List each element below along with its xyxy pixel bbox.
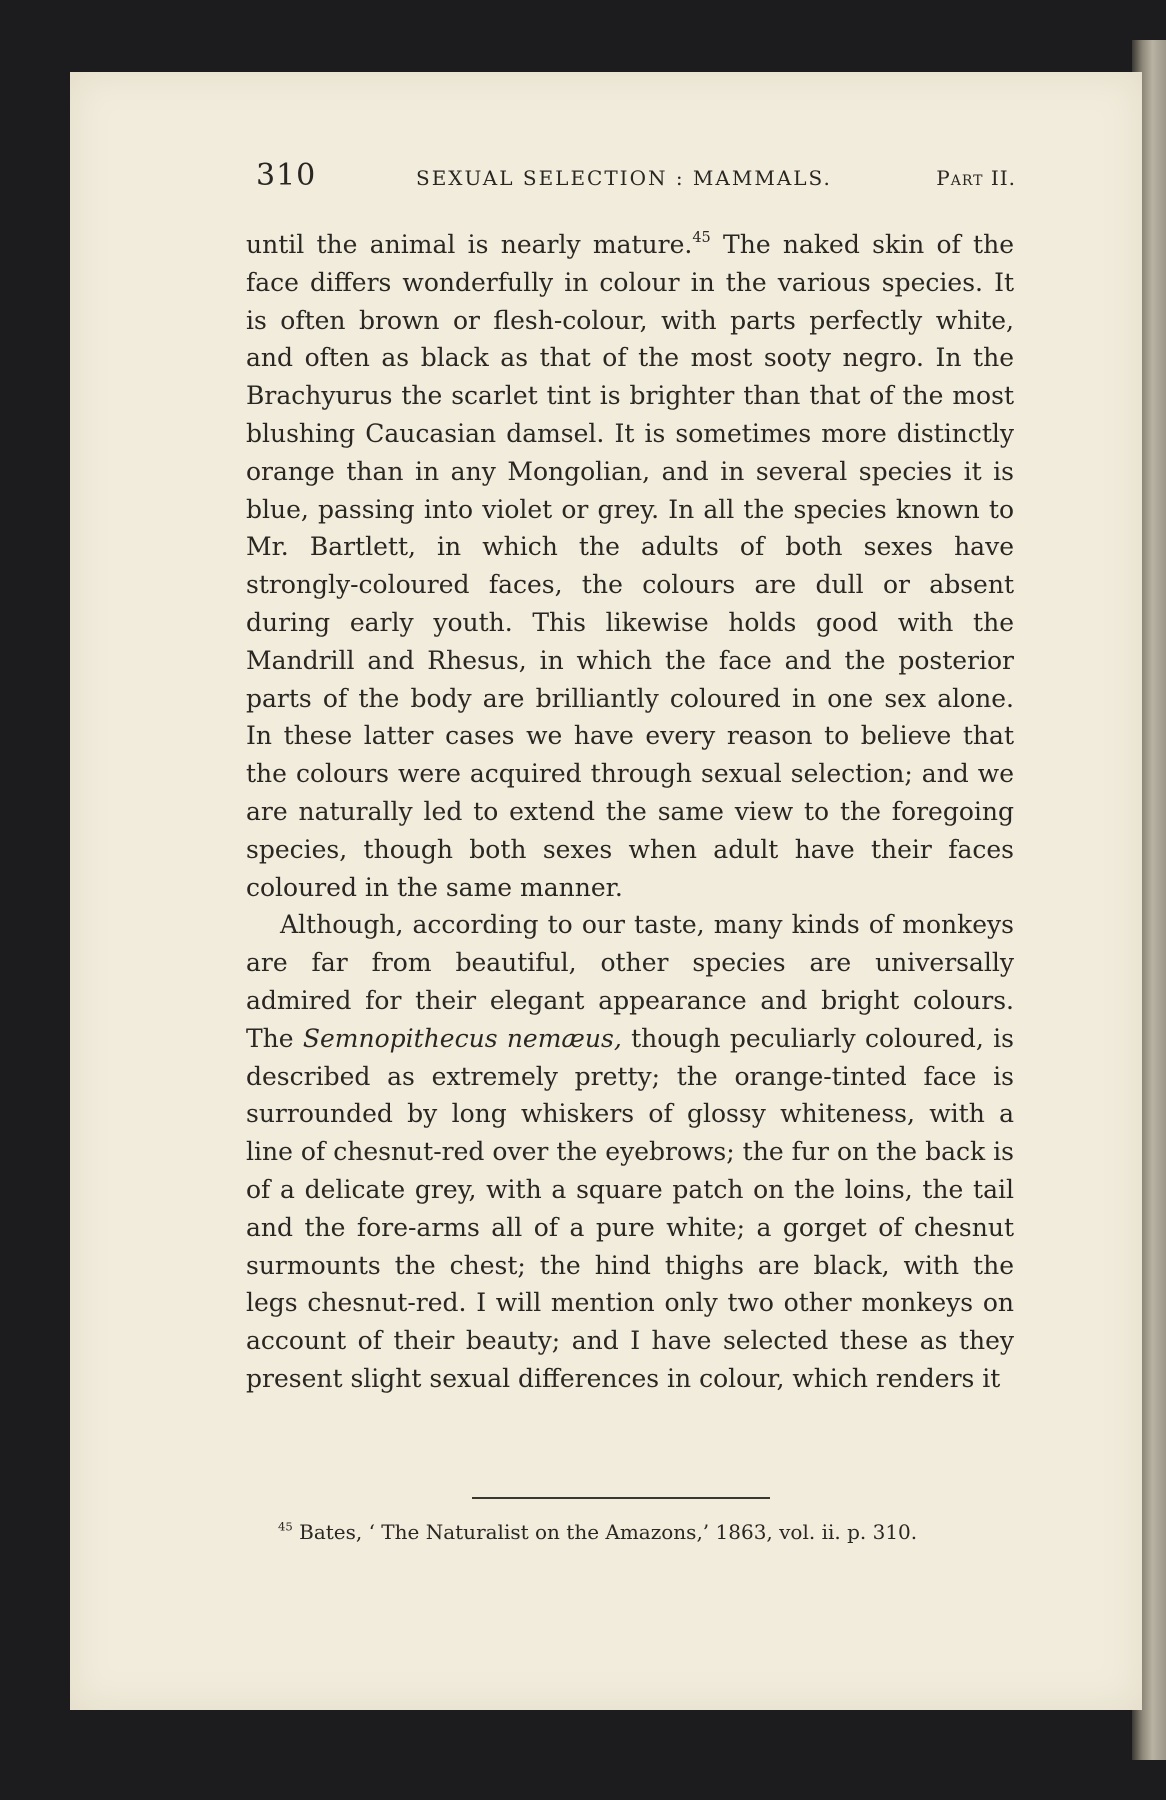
running-title: SEXUAL SELECTION : MAMMALS. [416,166,832,190]
paragraph-1-text-a: until the animal is nearly mature. [246,230,693,259]
paragraph-2-text-a: Although, according to our taste, many kinds of monkeys are far from beautiful, other species are universally admired for their elegant appearance and bright colours. The [246,910,1014,1053]
body-text [246,226,1014,1398]
footnote-marker: 45 [278,1519,293,1534]
page-number: 310 [256,158,317,193]
paragraph-2-text-b: though peculiarly coloured, is described as extremely pretty; the orange-tinted face is surrounded by long whiskers of glossy whiteness, with a line of chesnut-red over the eyebrows; the fur on the back is of a delicate grey, with a square patch on the loins, the tail and the fore-arms all of a pure white; a gorget of chesnut surmounts the chest; the hind thighs are black, with the legs chesnut-red. I will mention only two other monkeys on account of their beauty; and I have selected these as they present slight sexual differences in colour, which renders it [246,1023,1014,1393]
paragraph-2 [246,906,1014,1397]
running-part: Part II. [936,166,1016,190]
footnote-reference-45: 45 [692,230,711,247]
footnote-45 [278,1520,1018,1544]
footnote-divider [472,1497,770,1499]
footnote-text: Bates, ‘ The Naturalist on the Amazons,’ 1863, vol. ii. p. 310. [292,1520,918,1544]
paragraph-1 [246,226,1014,906]
species-name: Semnopithecus nemæus, [302,1023,622,1053]
paragraph-1-text-b: The naked skin of the face differs wonderfully in colour in the various species. It is often brown or flesh-colour, with parts perfectly white, and often as black as that of the most sooty negro. In the Brachyurus the scarlet tint is brighter than that of the most blushing Caucasian damsel. It is sometimes more distinctly orange than in any Mongolian, and in several species it is blue, passing into violet or grey. In all the species known to Mr. Bartlett, in which the adults of both sexes have strongly-coloured faces, the colours are dull or absent during early youth. This likewise holds good with the Mandrill and Rhesus, in which the face and the posterior parts of the body are brilliantly coloured in one sex alone. In these latter cases we have every reason to believe that the colours were acquired through sexual selection; and we are naturally led to extend the same view to the foregoing species, though both sexes when adult have their faces coloured in the same manner. [246,230,1014,902]
running-head [256,158,1016,192]
